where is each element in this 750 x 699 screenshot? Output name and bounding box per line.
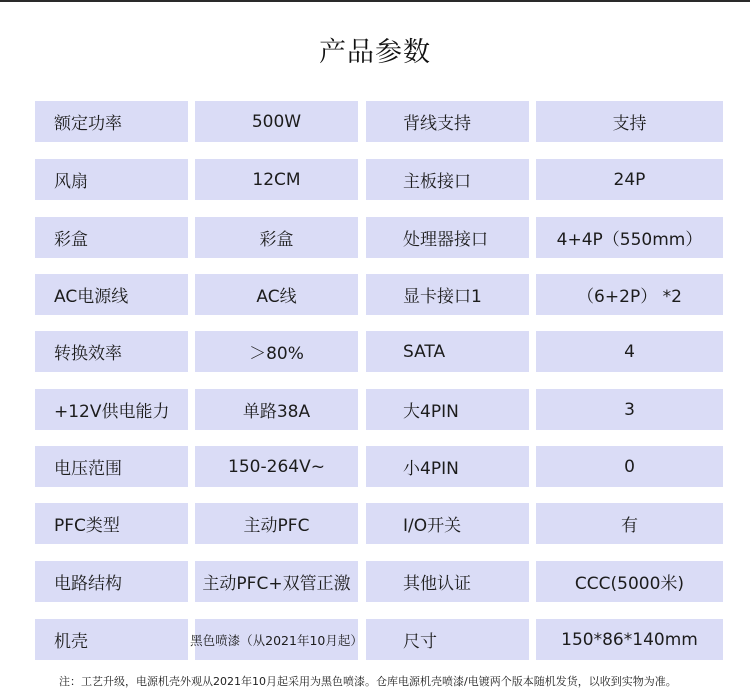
spec-cell-param-name-r7c3: 小4PIN bbox=[366, 446, 529, 487]
spec-cell-param-value-r3c2: 彩盒 bbox=[195, 217, 358, 258]
spec-cell-param-value-r9c4: CCC(5000米) bbox=[536, 561, 723, 602]
spec-cell-param-value-r5c4: 4 bbox=[536, 331, 723, 372]
spec-cell-param-name-r10c1: 机壳 bbox=[35, 619, 188, 660]
spec-cell-param-name-r1c1: 额定功率 bbox=[35, 101, 188, 142]
spec-cell-param-name-r10c3: 尺寸 bbox=[366, 619, 529, 660]
spec-cell-param-value-r9c2: 主动PFC+双管正激 bbox=[195, 561, 358, 602]
spec-cell-param-name-r8c1: PFC类型 bbox=[35, 503, 188, 544]
spec-cell-param-name-r8c3: I/O开关 bbox=[366, 503, 529, 544]
spec-cell-param-value-r7c2: 150-264V~ bbox=[195, 446, 358, 487]
spec-cell-param-value-r7c4: 0 bbox=[536, 446, 723, 487]
spec-cell-param-name-r4c1: AC电源线 bbox=[35, 274, 188, 315]
spec-cell-param-value-r8c4: 有 bbox=[536, 503, 723, 544]
spec-cell-param-name-r4c3: 显卡接口1 bbox=[366, 274, 529, 315]
spec-cell-param-value-r2c2: 12CM bbox=[195, 159, 358, 200]
spec-cell-param-name-r3c1: 彩盒 bbox=[35, 217, 188, 258]
spec-cell-param-value-r4c4: （6+2P） *2 bbox=[536, 274, 723, 315]
spec-cell-param-value-r4c2: AC线 bbox=[195, 274, 358, 315]
spec-cell-param-value-r1c2: 500W bbox=[195, 101, 358, 142]
spec-cell-param-name-r3c3: 处理器接口 bbox=[366, 217, 529, 258]
spec-cell-param-value-r8c2: 主动PFC bbox=[195, 503, 358, 544]
spec-cell-param-name-r5c3: SATA bbox=[366, 331, 529, 372]
spec-cell-param-value-r10c4: 150*86*140mm bbox=[536, 619, 723, 660]
spec-cell-param-name-r7c1: 电压范围 bbox=[35, 446, 188, 487]
spec-cell-param-value-r1c4: 支持 bbox=[536, 101, 723, 142]
spec-cell-param-value-r2c4: 24P bbox=[536, 159, 723, 200]
spec-cell-param-value-r6c4: 3 bbox=[536, 389, 723, 430]
spec-cell-param-value-r5c2: ＞80% bbox=[195, 331, 358, 372]
spec-cell-param-name-r1c3: 背线支持 bbox=[366, 101, 529, 142]
spec-cell-param-name-r2c1: 风扇 bbox=[35, 159, 188, 200]
spec-cell-param-value-r10c2: 黑色喷漆（从2021年10月起） bbox=[195, 619, 358, 660]
spec-cell-param-value-r3c4: 4+4P（550mm） bbox=[536, 217, 723, 258]
spec-cell-param-name-r6c1: +12V供电能力 bbox=[35, 389, 188, 430]
page-title: 产品参数 bbox=[319, 37, 431, 68]
spec-cell-param-value-r6c2: 单路38A bbox=[195, 389, 358, 430]
spec-cell-param-name-r6c3: 大4PIN bbox=[366, 389, 529, 430]
footnote: 注：工艺升级，电源机壳外观从2021年10月起采用为黑色喷漆。仓库电源机壳喷漆/电镀两个版本随机发货，以收到实物为准。 bbox=[59, 675, 677, 688]
spec-cell-param-name-r9c3: 其他认证 bbox=[366, 561, 529, 602]
spec-cell-param-name-r2c3: 主板接口 bbox=[366, 159, 529, 200]
spec-cell-param-name-r9c1: 电路结构 bbox=[35, 561, 188, 602]
spec-cell-param-name-r5c1: 转换效率 bbox=[35, 331, 188, 372]
